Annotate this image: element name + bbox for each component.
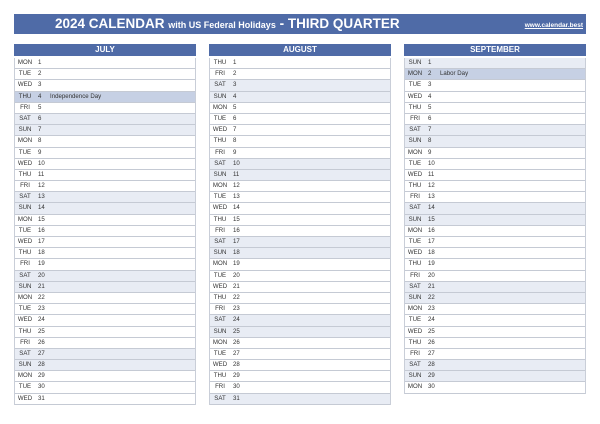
day-row [405, 148, 585, 159]
month-header: AUGUST [209, 44, 391, 56]
day-number: 16 [233, 226, 240, 234]
day-of-week: WED [17, 316, 33, 324]
day-row [405, 58, 585, 69]
day-number: 7 [38, 126, 42, 134]
day-row [405, 203, 585, 214]
day-of-week: MON [407, 226, 423, 234]
day-number: 29 [38, 372, 45, 380]
day-number: 31 [38, 394, 45, 402]
day-of-week: SAT [19, 271, 31, 279]
day-row [210, 315, 390, 326]
day-number: 20 [38, 271, 45, 279]
day-number: 24 [233, 316, 240, 324]
day-of-week: TUE [213, 271, 227, 279]
day-row [15, 181, 195, 192]
day-of-week: THU [213, 137, 227, 145]
day-row [210, 293, 390, 304]
day-row [15, 382, 195, 393]
title-quarter: THIRD QUARTER [287, 16, 400, 31]
day-row [15, 69, 195, 80]
day-row [15, 226, 195, 237]
day-row [210, 80, 390, 91]
holiday-row [15, 92, 195, 103]
day-row [15, 315, 195, 326]
day-of-week: FRI [215, 383, 225, 391]
day-number: 23 [38, 305, 45, 313]
day-of-week: TUE [408, 159, 422, 167]
day-of-week: SUN [18, 282, 32, 290]
day-number: 22 [233, 293, 240, 301]
day-of-week: THU [408, 338, 422, 346]
day-of-week: WED [17, 81, 33, 89]
day-of-week: SAT [19, 114, 31, 122]
day-of-week: FRI [20, 182, 30, 190]
day-number: 25 [38, 327, 45, 335]
day-row [405, 293, 585, 304]
day-of-week: WED [212, 126, 228, 134]
day-of-week: WED [212, 204, 228, 212]
day-of-week: FRI [410, 193, 420, 201]
day-number: 26 [38, 338, 45, 346]
day-row [210, 114, 390, 125]
day-row [15, 103, 195, 114]
day-row [405, 226, 585, 237]
day-row [210, 170, 390, 181]
day-row [210, 58, 390, 69]
day-row [405, 338, 585, 349]
day-of-week: TUE [213, 114, 227, 122]
day-number: 18 [38, 249, 45, 257]
day-number: 4 [233, 92, 237, 100]
title-banner [14, 14, 586, 34]
day-of-week: TUE [18, 305, 32, 313]
day-of-week: SUN [213, 92, 227, 100]
day-number: 9 [38, 148, 42, 156]
day-number: 29 [233, 372, 240, 380]
day-row [15, 338, 195, 349]
day-of-week: TUE [18, 70, 32, 78]
day-row [210, 136, 390, 147]
day-row [210, 304, 390, 315]
day-of-week: WED [17, 394, 33, 402]
day-of-week: FRI [215, 70, 225, 78]
day-number: 12 [428, 182, 435, 190]
day-row [15, 148, 195, 159]
day-number: 5 [233, 103, 237, 111]
day-list [14, 58, 196, 405]
day-of-week: SAT [409, 361, 421, 369]
day-of-week: THU [18, 327, 32, 335]
day-of-week: SAT [409, 204, 421, 212]
day-of-week: SAT [214, 394, 226, 402]
day-of-week: FRI [215, 305, 225, 313]
day-row [15, 327, 195, 338]
day-row [405, 215, 585, 226]
day-number: 10 [428, 159, 435, 167]
day-row [405, 271, 585, 282]
page-title [55, 15, 400, 34]
day-of-week: SAT [214, 316, 226, 324]
day-number: 4 [38, 92, 42, 100]
day-of-week: TUE [18, 148, 32, 156]
day-of-week: MON [407, 148, 423, 156]
day-number: 20 [233, 271, 240, 279]
day-of-week: WED [17, 159, 33, 167]
day-row [210, 259, 390, 270]
day-row [210, 125, 390, 136]
day-row [405, 170, 585, 181]
day-row [210, 237, 390, 248]
day-number: 13 [428, 193, 435, 201]
day-number: 21 [233, 282, 240, 290]
day-of-week: THU [408, 182, 422, 190]
day-number: 2 [38, 70, 42, 78]
day-row [15, 170, 195, 181]
day-row [15, 248, 195, 259]
day-number: 1 [428, 59, 432, 66]
day-row [405, 304, 585, 315]
day-number: 23 [428, 305, 435, 313]
day-number: 17 [428, 238, 435, 245]
day-of-week: MON [407, 305, 423, 313]
day-of-week: SUN [408, 293, 422, 301]
day-number: 1 [233, 59, 237, 66]
day-number: 14 [428, 204, 435, 212]
day-of-week: FRI [20, 338, 30, 346]
day-number: 27 [38, 349, 45, 357]
day-number: 3 [38, 81, 42, 89]
day-number: 24 [428, 316, 435, 324]
day-row [15, 159, 195, 170]
day-of-week: THU [213, 59, 227, 66]
day-of-week: SAT [409, 126, 421, 134]
day-number: 9 [428, 148, 432, 156]
day-row [405, 159, 585, 170]
day-of-week: MON [407, 70, 423, 78]
day-row [15, 192, 195, 203]
day-of-week: MON [17, 137, 33, 145]
day-number: 17 [38, 238, 45, 245]
day-number: 5 [38, 103, 42, 111]
day-number: 25 [428, 327, 435, 335]
day-number: 20 [428, 271, 435, 279]
day-number: 27 [428, 349, 435, 357]
day-row [405, 282, 585, 293]
day-of-week: TUE [408, 238, 422, 245]
day-number: 28 [38, 361, 45, 369]
day-of-week: SUN [408, 215, 422, 223]
day-number: 30 [428, 383, 435, 391]
day-of-week: WED [407, 92, 423, 100]
day-row [210, 181, 390, 192]
day-of-week: MON [212, 103, 228, 111]
day-row [210, 338, 390, 349]
day-row [15, 215, 195, 226]
day-number: 27 [233, 349, 240, 357]
day-number: 19 [428, 260, 435, 268]
day-number: 2 [233, 70, 237, 78]
day-of-week: WED [17, 238, 33, 245]
day-of-week: TUE [18, 383, 32, 391]
day-number: 26 [428, 338, 435, 346]
day-number: 11 [428, 170, 435, 178]
day-row [210, 203, 390, 214]
month-header: SEPTEMBER [404, 44, 586, 56]
day-of-week: FRI [215, 148, 225, 156]
day-of-week: FRI [410, 114, 420, 122]
day-number: 31 [233, 394, 240, 402]
day-of-week: MON [212, 182, 228, 190]
day-row [210, 92, 390, 103]
day-row [405, 181, 585, 192]
day-of-week: THU [213, 372, 227, 380]
day-row [15, 349, 195, 360]
day-row [405, 315, 585, 326]
day-list [209, 58, 391, 405]
day-of-week: WED [407, 249, 423, 257]
day-of-week: SUN [213, 249, 227, 257]
day-of-week: SAT [214, 159, 226, 167]
day-row [210, 248, 390, 259]
website-link[interactable]: www.calendar.best [524, 22, 583, 29]
day-number: 2 [428, 70, 432, 78]
day-row [15, 271, 195, 282]
day-of-week: MON [407, 383, 423, 391]
day-number: 4 [428, 92, 432, 100]
day-number: 19 [38, 260, 45, 268]
day-of-week: FRI [20, 260, 30, 268]
day-of-week: THU [408, 103, 422, 111]
day-of-week: SUN [408, 372, 422, 380]
day-of-week: FRI [410, 349, 420, 357]
day-number: 17 [233, 238, 240, 245]
day-row [210, 382, 390, 393]
day-of-week: MON [17, 293, 33, 301]
day-row [15, 125, 195, 136]
day-row [15, 282, 195, 293]
day-of-week: MON [212, 260, 228, 268]
day-number: 12 [233, 182, 240, 190]
day-number: 14 [233, 204, 240, 212]
day-row [210, 148, 390, 159]
day-number: 10 [38, 159, 45, 167]
day-of-week: SAT [214, 81, 226, 89]
day-row [15, 394, 195, 405]
day-number: 13 [38, 193, 45, 201]
day-of-week: MON [17, 59, 33, 66]
day-row [405, 92, 585, 103]
day-row [405, 349, 585, 360]
day-number: 11 [38, 170, 45, 178]
day-row [15, 259, 195, 270]
day-number: 16 [428, 226, 435, 234]
day-number: 6 [233, 114, 237, 122]
day-number: 6 [428, 114, 432, 122]
day-number: 18 [428, 249, 435, 257]
day-row [15, 360, 195, 371]
day-row [15, 304, 195, 315]
day-of-week: SUN [18, 204, 32, 212]
day-row [210, 371, 390, 382]
day-row [210, 103, 390, 114]
day-row [210, 159, 390, 170]
day-row [210, 282, 390, 293]
day-of-week: MON [17, 215, 33, 223]
title-main: 2024 CALENDAR [55, 16, 165, 31]
day-number: 15 [233, 215, 240, 223]
day-row [405, 103, 585, 114]
day-row [405, 259, 585, 270]
day-of-week: SUN [408, 59, 422, 66]
day-of-week: SAT [19, 193, 31, 201]
day-number: 23 [233, 305, 240, 313]
day-row [15, 58, 195, 69]
day-number: 8 [233, 137, 237, 145]
day-of-week: FRI [20, 103, 30, 111]
day-of-week: TUE [18, 226, 32, 234]
day-number: 22 [428, 293, 435, 301]
day-of-week: THU [18, 170, 32, 178]
holiday-name: Independence Day [50, 92, 102, 100]
day-row [405, 327, 585, 338]
day-row [405, 360, 585, 371]
day-row [15, 203, 195, 214]
day-number: 14 [38, 204, 45, 212]
day-of-week: MON [212, 338, 228, 346]
day-number: 22 [38, 293, 45, 301]
title-separator: - [279, 16, 285, 31]
day-of-week: SUN [213, 327, 227, 335]
day-of-week: THU [18, 92, 32, 100]
day-row [210, 349, 390, 360]
holiday-row [405, 69, 585, 80]
day-row [15, 237, 195, 248]
day-row [15, 293, 195, 304]
day-row [15, 80, 195, 91]
day-number: 6 [38, 114, 42, 122]
day-row [405, 192, 585, 203]
day-number: 11 [233, 170, 240, 178]
day-of-week: SAT [214, 238, 226, 245]
day-number: 30 [233, 383, 240, 391]
day-row [405, 371, 585, 382]
day-row [210, 69, 390, 80]
day-number: 9 [233, 148, 237, 156]
title-subtitle: with US Federal Holidays [168, 20, 276, 30]
day-row [405, 382, 585, 393]
day-row [405, 136, 585, 147]
day-of-week: SUN [408, 137, 422, 145]
day-number: 29 [428, 372, 435, 380]
day-of-week: SUN [18, 361, 32, 369]
day-of-week: WED [407, 170, 423, 178]
day-of-week: THU [408, 260, 422, 268]
day-number: 28 [233, 361, 240, 369]
day-row [405, 248, 585, 259]
day-row [15, 371, 195, 382]
day-number: 26 [233, 338, 240, 346]
month-header: JULY [14, 44, 196, 56]
day-number: 1 [38, 59, 42, 66]
day-number: 10 [233, 159, 240, 167]
day-number: 21 [38, 282, 45, 290]
day-of-week: TUE [408, 316, 422, 324]
day-of-week: SUN [213, 170, 227, 178]
day-of-week: TUE [408, 81, 422, 89]
day-list [404, 58, 586, 394]
day-of-week: SAT [19, 349, 31, 357]
day-row [15, 136, 195, 147]
day-number: 15 [428, 215, 435, 223]
month-august [209, 44, 391, 405]
month-july [14, 44, 196, 405]
day-number: 25 [233, 327, 240, 335]
day-row [210, 226, 390, 237]
day-of-week: SUN [18, 126, 32, 134]
day-row [210, 327, 390, 338]
day-of-week: WED [407, 327, 423, 335]
day-number: 28 [428, 361, 435, 369]
day-number: 7 [428, 126, 432, 134]
day-number: 7 [233, 126, 237, 134]
day-number: 8 [38, 137, 42, 145]
day-number: 5 [428, 103, 432, 111]
day-row [210, 360, 390, 371]
day-number: 16 [38, 226, 45, 234]
day-number: 13 [233, 193, 240, 201]
day-row [210, 215, 390, 226]
day-row [210, 271, 390, 282]
day-of-week: THU [18, 249, 32, 257]
day-row [405, 80, 585, 91]
day-number: 24 [38, 316, 45, 324]
day-number: 3 [233, 81, 237, 89]
day-of-week: FRI [410, 271, 420, 279]
day-row [15, 114, 195, 125]
day-number: 8 [428, 137, 432, 145]
day-of-week: FRI [215, 226, 225, 234]
day-row [210, 394, 390, 405]
day-row [210, 192, 390, 203]
day-of-week: MON [17, 372, 33, 380]
day-number: 12 [38, 182, 45, 190]
day-row [405, 237, 585, 248]
day-number: 18 [233, 249, 240, 257]
day-number: 3 [428, 81, 432, 89]
day-number: 19 [233, 260, 240, 268]
day-of-week: SAT [409, 282, 421, 290]
day-number: 21 [428, 282, 435, 290]
day-number: 30 [38, 383, 45, 391]
day-of-week: THU [213, 293, 227, 301]
day-number: 15 [38, 215, 45, 223]
day-of-week: WED [212, 361, 228, 369]
day-of-week: THU [213, 215, 227, 223]
day-row [405, 125, 585, 136]
day-of-week: TUE [213, 193, 227, 201]
day-row [405, 114, 585, 125]
holiday-name: Labor Day [440, 70, 469, 78]
day-of-week: TUE [213, 349, 227, 357]
day-of-week: WED [212, 282, 228, 290]
month-september [404, 44, 586, 394]
